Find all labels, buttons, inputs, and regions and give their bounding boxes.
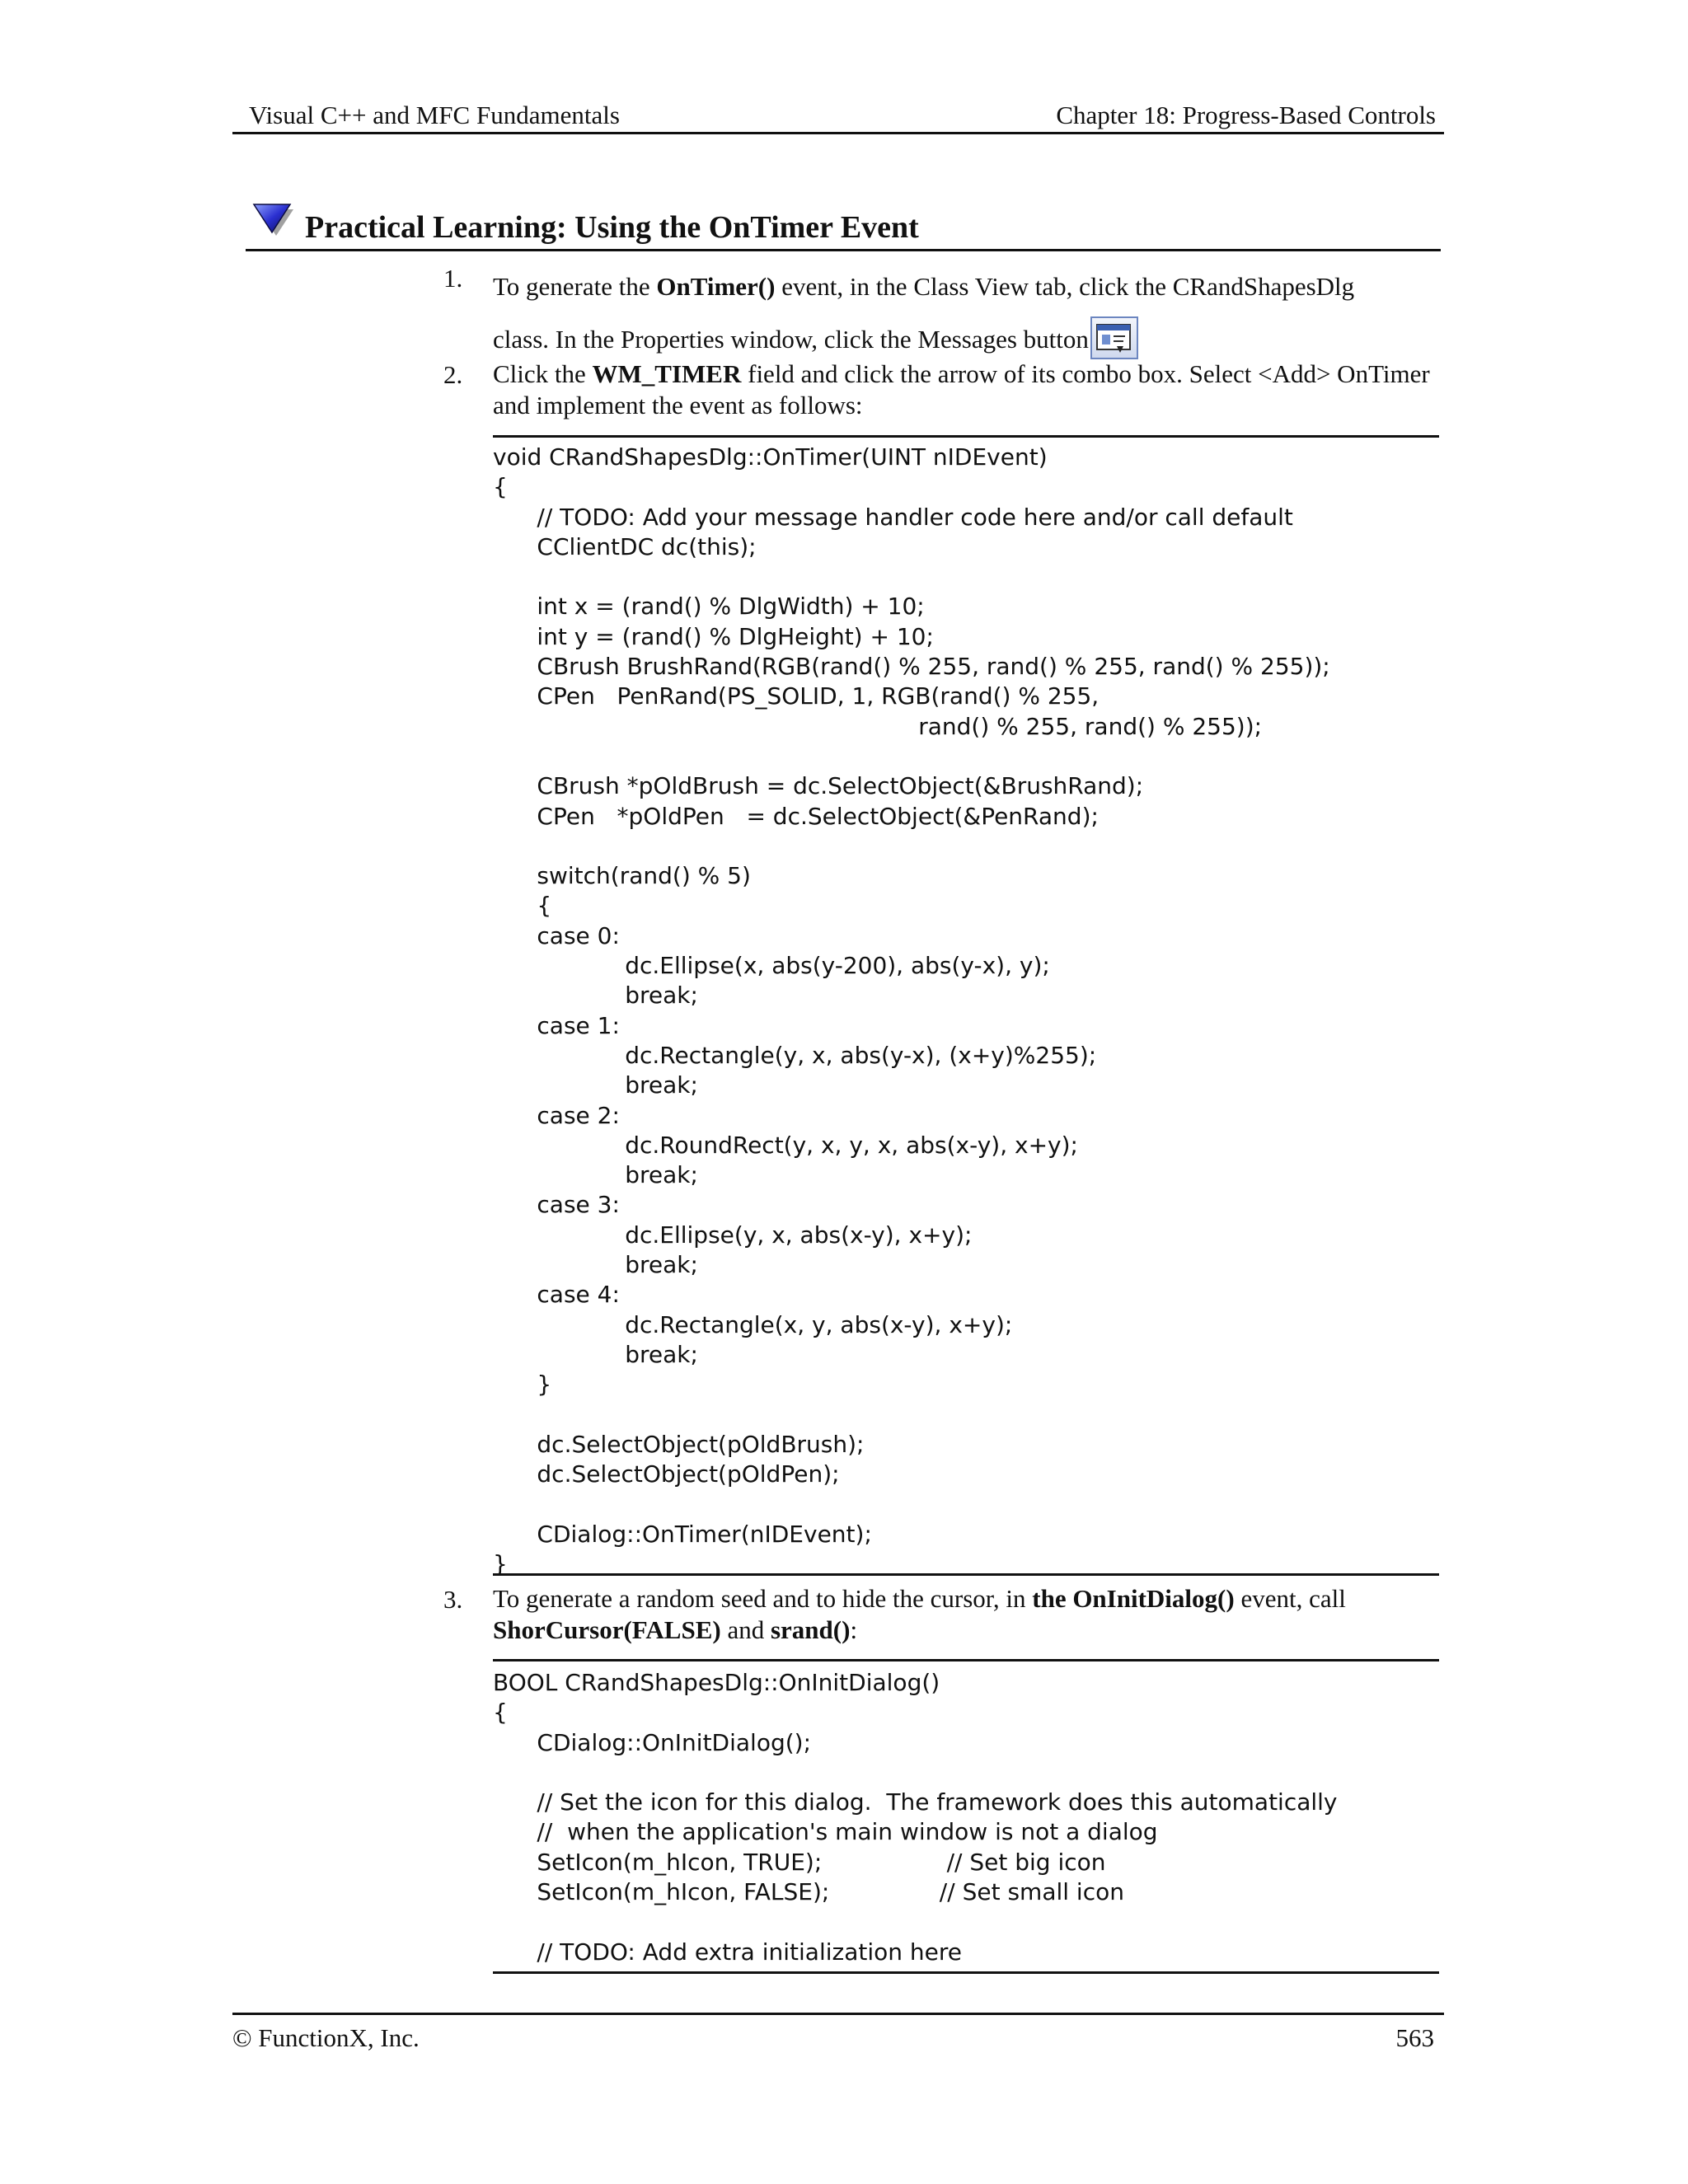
page-number: 563 <box>1395 2023 1434 2052</box>
oninitdialog-code-block <box>493 1659 1439 1974</box>
copyright: © FunctionX, Inc. <box>232 2023 420 2052</box>
oninitdialog-term: the OnInitDialog() <box>1032 1584 1235 1613</box>
step-2-text: Click the WM_TIMER field and click the arrow of its combo box. Select <Add> OnTimer and implement the event as follows: <box>493 359 1430 419</box>
showcursor-term: ShorCursor(FALSE) <box>493 1615 721 1644</box>
book-title: Visual C++ and MFC Fundamentals <box>249 101 620 129</box>
ontimer-code-block <box>493 435 1439 1576</box>
ontimer-code: void CRandShapesDlg::OnTimer(UINT nIDEvent) { // TODO: Add your message handler code here and/or call default CClientDC dc(this); int x = (rand() % DlgWidth) + 10; int y = (rand() % DlgHeight) + 10; CBrush BrushRand(RGB(rand() % 255, rand() % 255, rand() % 255)); CPen PenRand(PS_SOLID, 1, RGB(rand() % 255, rand() % 255, rand() % 255)); CBrush *pOldBrush = dc.SelectObject(&BrushRand); CPen *pOldPen = dc.SelectObject(&PenRand); switch(rand() % 5) { case 0: dc.Ellipse(x, abs(y-200), abs(y-x), y); break; case 1: dc.Rectangle(y, x, abs(y-x), (x+y)%255); break; case 2: dc.RoundRect(y, x, y, x, abs(x-y), x+y); break; case 3: dc.Ellipse(y, x, abs(x-y), x+y); break; case 4: dc.Rectangle(x, y, abs(x-y), x+y); break; } dc.SelectObject(pOldBrush); dc.SelectObject(pOldPen); CDialog::OnTimer(nIDEvent); } <box>493 443 1330 1577</box>
section-title: Practical Learning: Using the OnTimer Event <box>305 210 919 245</box>
triangle-down-icon <box>252 201 295 237</box>
chapter-title: Chapter 18: Progress-Based Controls <box>1056 101 1436 129</box>
step-number: 3. <box>443 1585 463 1614</box>
oninitdialog-code: BOOL CRandShapesDlg::OnInitDialog() { CDialog::OnInitDialog(); // Set the icon for this dialog. The framework does this automatically // when the application's main window is not a dialog SetIcon(m_hIcon, TRUE); // Set big icon SetIcon(m_hIcon, FALSE); // Set small icon // TODO: Add extra initialization here <box>493 1669 1338 1966</box>
ontimer-term: OnTimer() <box>656 272 776 301</box>
page-footer <box>232 2013 1444 2056</box>
srand-term: srand() <box>770 1615 851 1644</box>
practical-learning-heading <box>246 198 1441 251</box>
messages-button-icon <box>1090 316 1138 359</box>
step-1-text: To generate the OnTimer() event, in the Class View tab, click the CRandShapesDlg class. In the Properties window, click the Messages button <box>493 260 1441 366</box>
step-3-text: To generate a random seed and to hide the cursor, in the OnInitDialog() event, call ShorCursor(FALSE) and srand(): <box>493 1584 1346 1644</box>
wm-timer-term: WM_TIMER <box>592 359 742 388</box>
step-number: 2. <box>443 360 463 389</box>
page-header <box>232 97 1444 134</box>
step-number: 1. <box>443 264 463 293</box>
